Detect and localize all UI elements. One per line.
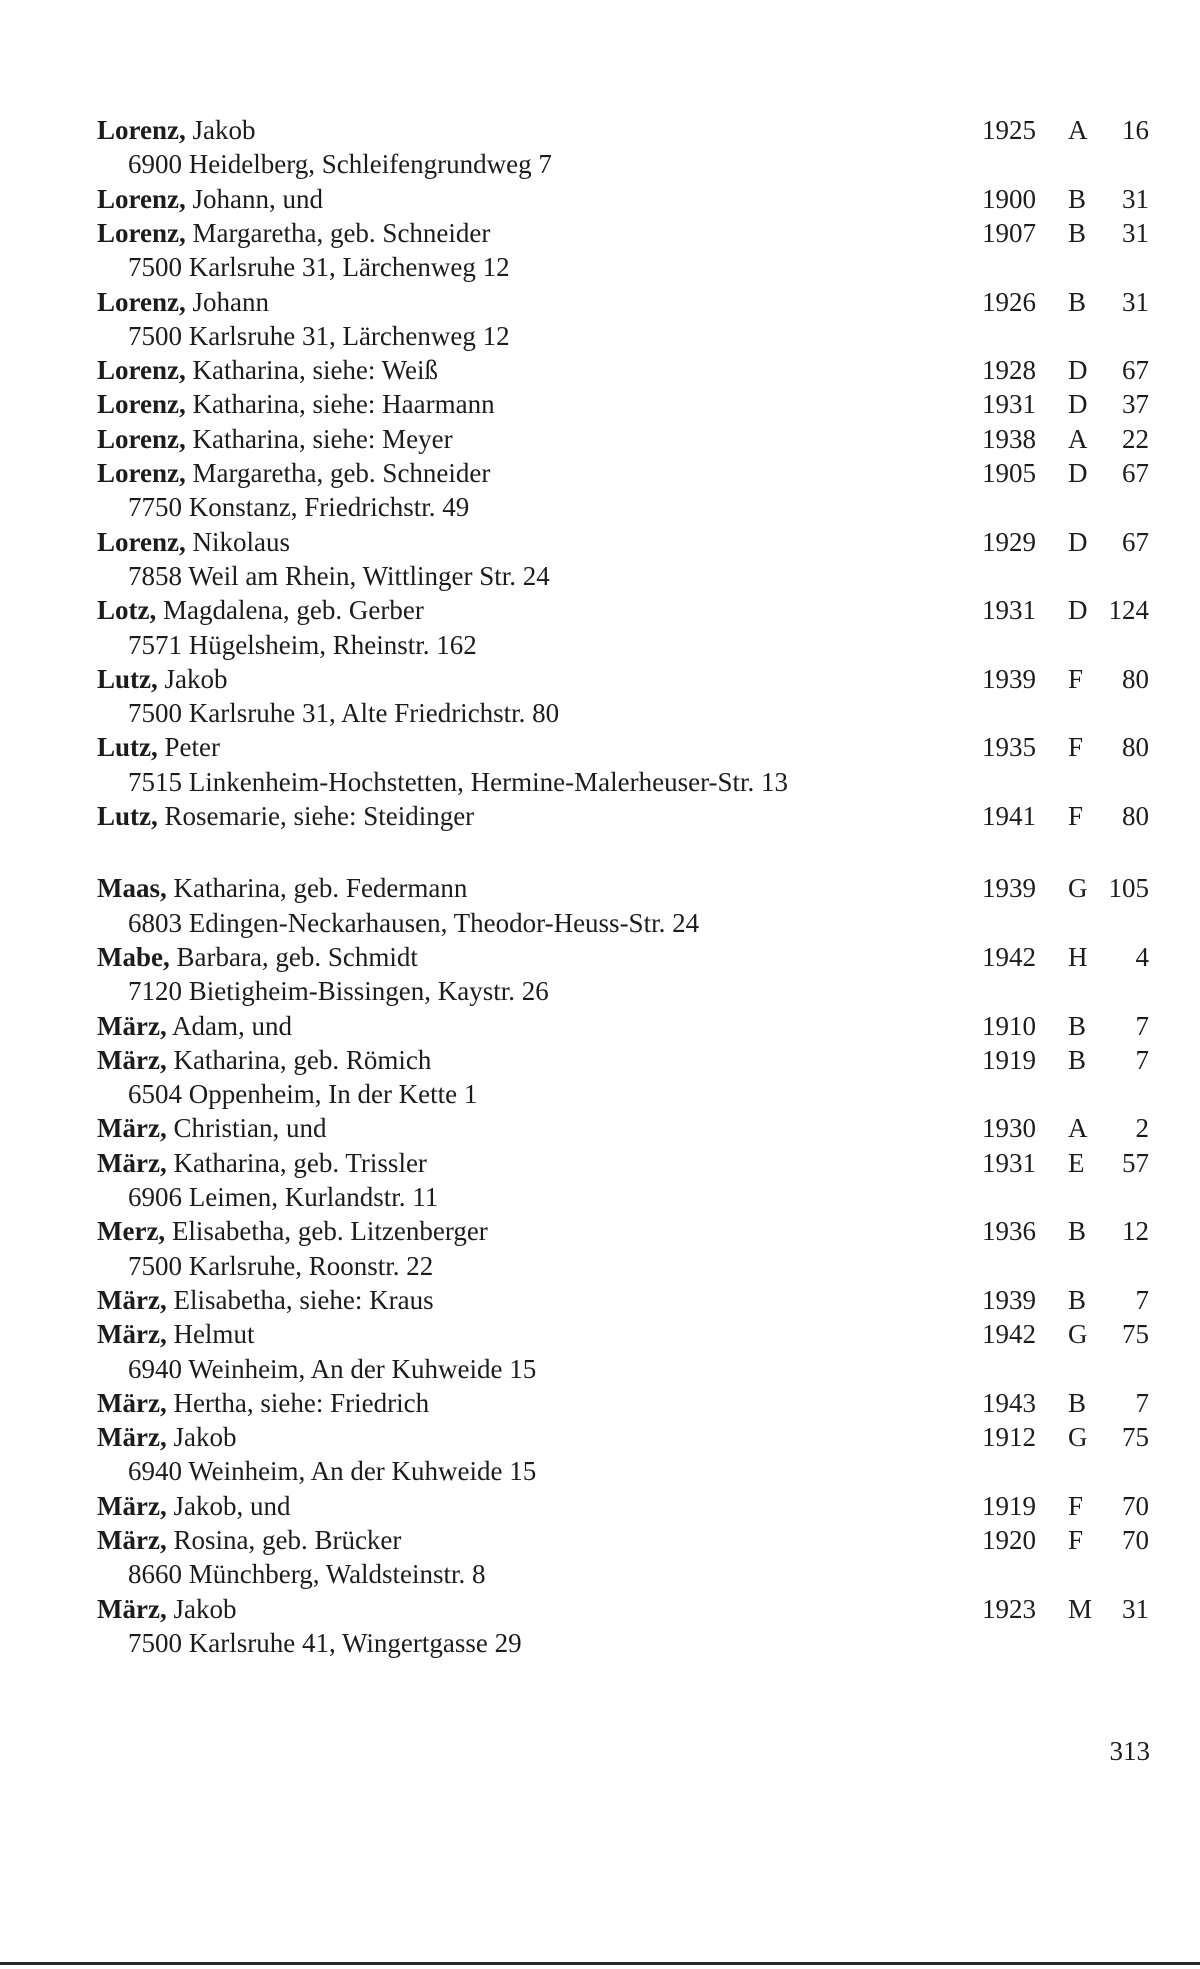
entry-number: 75 — [1122, 1422, 1149, 1453]
entry-number: 2 — [1135, 1113, 1149, 1144]
entry-address: 6940 Weinheim, An der Kuhweide 15 — [128, 1353, 537, 1384]
entry-name — [97, 353, 438, 387]
entry-year: 1936 — [982, 1216, 1036, 1247]
address-line — [0, 559, 1200, 593]
entry-line — [0, 730, 1200, 764]
entry-surname: Lutz, — [97, 732, 158, 763]
entry-address: 7500 Karlsruhe, Roonstr. 22 — [128, 1250, 434, 1281]
entry-section: B — [1068, 1010, 1087, 1041]
entry-number: 57 — [1122, 1147, 1149, 1178]
entry-name — [97, 1592, 236, 1626]
entry-section: D — [1068, 458, 1088, 488]
entry-name — [97, 113, 256, 147]
entry-line — [0, 1214, 1200, 1248]
entry-line — [0, 422, 1200, 456]
entry-section: F — [1068, 663, 1084, 694]
entry-line — [0, 1420, 1200, 1454]
entry-line — [0, 593, 1200, 627]
entry-line — [0, 1043, 1200, 1077]
entry-address: 6504 Oppenheim, In der Kette 1 — [128, 1079, 478, 1110]
entry-line — [0, 113, 1200, 147]
entry-year: 1930 — [982, 1113, 1036, 1144]
entry-given-name: Nikolaus — [185, 526, 290, 557]
entry-line — [0, 1489, 1200, 1523]
entry-address: 7500 Karlsruhe 31, Lärchenweg 12 — [128, 252, 510, 283]
entry-year: 1905 — [982, 458, 1036, 488]
entry-section: F — [1068, 732, 1084, 763]
address-line — [0, 1557, 1200, 1591]
entry-surname: Lorenz, — [97, 458, 186, 488]
entry-number: 31 — [1122, 286, 1149, 317]
entry-surname: Lorenz, — [97, 115, 186, 145]
entry-name — [97, 593, 424, 627]
entry-line — [0, 1523, 1200, 1557]
entry-name — [97, 1489, 290, 1523]
entry-number: 31 — [1122, 183, 1149, 214]
entry-name — [97, 662, 228, 696]
entry-line — [0, 216, 1200, 250]
entry-year: 1931 — [982, 595, 1036, 626]
entry-section: D — [1068, 595, 1088, 626]
entry-section: A — [1068, 1113, 1088, 1144]
entry-year: 1939 — [982, 873, 1036, 904]
entry-name — [97, 422, 453, 456]
entry-surname: März, — [97, 1284, 167, 1315]
entry-line — [0, 799, 1200, 833]
entry-surname: Lorenz, — [97, 526, 186, 557]
entry-surname: Lutz, — [97, 801, 158, 831]
entry-surname: Lutz, — [97, 663, 158, 694]
entry-line — [0, 1009, 1200, 1043]
entry-number: 37 — [1122, 389, 1149, 420]
entry-name — [97, 730, 220, 764]
entry-address: 6906 Leimen, Kurlandstr. 11 — [128, 1182, 439, 1212]
address-line — [0, 1077, 1200, 1111]
entry-given-name: Magdalena, geb. Gerber — [156, 595, 424, 626]
entry-section: B — [1068, 1387, 1087, 1418]
entry-given-name: Johann, und — [185, 183, 323, 214]
entry-given-name: Helmut — [166, 1319, 255, 1350]
entry-surname: März, — [97, 1593, 167, 1624]
entry-year: 1912 — [982, 1422, 1036, 1453]
address-line — [0, 490, 1200, 524]
entry-given-name: Katharina, siehe: Weiß — [185, 355, 438, 386]
entry-year: 1920 — [982, 1525, 1036, 1555]
entry-section: F — [1068, 1490, 1084, 1521]
entry-line — [0, 1386, 1200, 1420]
entry-name — [97, 1386, 429, 1420]
entry-given-name: Katharina, geb. Trissler — [166, 1147, 427, 1178]
entry-name — [97, 799, 474, 833]
address-line — [0, 319, 1200, 353]
entry-given-name: Rosina, geb. Brücker — [166, 1525, 402, 1555]
entry-given-name: Katharina, siehe: Haarmann — [185, 389, 495, 420]
entry-surname: Lorenz, — [97, 286, 186, 317]
entry-section: H — [1068, 941, 1088, 972]
entry-address: 7120 Bietigheim-Bissingen, Kaystr. 26 — [128, 976, 549, 1007]
entry-line — [0, 1283, 1200, 1317]
entry-given-name: Jakob — [185, 115, 256, 145]
entry-name — [97, 1146, 427, 1180]
entry-surname: März, — [97, 1147, 167, 1178]
entry-number: 31 — [1122, 1593, 1149, 1624]
entry-number: 75 — [1122, 1319, 1149, 1350]
entry-surname: März, — [97, 1113, 167, 1144]
entry-given-name: Katharina, geb. Federmann — [166, 873, 468, 904]
entry-name — [97, 525, 290, 559]
entry-number: 67 — [1122, 526, 1149, 557]
entry-number: 7 — [1135, 1387, 1149, 1418]
entry-given-name: Adam, und — [166, 1010, 292, 1041]
address-line — [0, 628, 1200, 662]
entry-year: 1931 — [982, 1147, 1036, 1178]
entry-section: F — [1068, 801, 1084, 831]
entry-surname: Lorenz, — [97, 355, 186, 386]
entry-address: 6940 Weinheim, An der Kuhweide 15 — [128, 1456, 537, 1487]
entry-year: 1942 — [982, 941, 1036, 972]
entry-number: 67 — [1122, 355, 1149, 386]
page-number: 313 — [1109, 1736, 1150, 1766]
entry-year: 1919 — [982, 1044, 1036, 1075]
entry-name — [97, 1283, 434, 1317]
entry-section: G — [1068, 1319, 1088, 1350]
entry-section: B — [1068, 1044, 1087, 1075]
entry-number: 80 — [1122, 663, 1149, 694]
entry-line — [0, 1146, 1200, 1180]
entry-given-name: Jakob — [166, 1593, 237, 1624]
entry-surname: Mabe, — [97, 941, 170, 972]
entry-name — [97, 216, 490, 250]
entry-line — [0, 662, 1200, 696]
address-line — [0, 1352, 1200, 1386]
entry-given-name: Christian, und — [166, 1113, 327, 1144]
entry-number: 67 — [1122, 458, 1149, 488]
address-line — [0, 974, 1200, 1008]
entry-number: 7 — [1135, 1284, 1149, 1315]
entry-address: 6803 Edingen-Neckarhausen, Theodor-Heuss-Str. 24 — [128, 907, 700, 938]
entry-section: B — [1068, 183, 1087, 214]
entry-surname: Maas, — [97, 873, 167, 904]
entry-given-name: Margaretha, geb. Schneider — [185, 217, 491, 248]
entry-number: 4 — [1135, 941, 1149, 972]
entry-year: 1943 — [982, 1387, 1036, 1418]
entry-address: 7750 Konstanz, Friedrichstr. 49 — [128, 492, 470, 523]
address-line — [0, 1249, 1200, 1283]
entry-given-name: Katharina, siehe: Meyer — [185, 423, 453, 454]
entry-line — [0, 353, 1200, 387]
entry-section: B — [1068, 217, 1087, 248]
entry-name — [97, 1317, 254, 1351]
address-line — [0, 696, 1200, 730]
entry-name — [97, 1009, 292, 1043]
entry-line — [0, 940, 1200, 974]
entry-number: 7 — [1135, 1044, 1149, 1075]
entry-surname: Lorenz, — [97, 217, 186, 248]
entry-given-name: Rosemarie, siehe: Steidinger — [157, 801, 475, 831]
entry-name — [97, 1214, 488, 1248]
entry-year: 1910 — [982, 1010, 1036, 1041]
entry-line — [0, 285, 1200, 319]
entry-year: 1900 — [982, 183, 1036, 214]
entry-number: 80 — [1122, 732, 1149, 763]
entry-surname: Lorenz, — [97, 389, 186, 420]
entry-number: 7 — [1135, 1010, 1149, 1041]
entry-number: 70 — [1122, 1490, 1149, 1521]
entry-name — [97, 1111, 326, 1145]
entry-address: 7500 Karlsruhe 31, Lärchenweg 12 — [128, 320, 510, 351]
entry-given-name: Johann — [185, 286, 269, 317]
entry-section: G — [1068, 1422, 1088, 1453]
entry-address: 7571 Hügelsheim, Rheinstr. 162 — [128, 629, 477, 660]
entry-year: 1935 — [982, 732, 1036, 763]
entry-section: M — [1068, 1593, 1093, 1624]
entry-given-name: Barbara, geb. Schmidt — [169, 941, 418, 972]
entry-number: 105 — [1108, 873, 1149, 904]
entry-section: B — [1068, 286, 1087, 317]
entry-surname: Lorenz, — [97, 183, 186, 214]
entry-name — [97, 285, 269, 319]
entry-number: 16 — [1122, 115, 1149, 145]
entry-year: 1907 — [982, 217, 1036, 248]
entry-surname: März, — [97, 1525, 167, 1555]
entry-number: 124 — [1108, 595, 1149, 626]
entry-given-name: Elisabetha, siehe: Kraus — [166, 1284, 434, 1315]
entry-year: 1926 — [982, 286, 1036, 317]
entry-section: D — [1068, 355, 1088, 386]
entry-address: 7500 Karlsruhe 31, Alte Friedrichstr. 80 — [128, 698, 560, 729]
entry-surname: Lorenz, — [97, 423, 186, 454]
address-line — [0, 250, 1200, 284]
address-line — [0, 906, 1200, 940]
entry-number: 12 — [1122, 1216, 1149, 1247]
entry-surname: März, — [97, 1044, 167, 1075]
entry-number: 22 — [1122, 423, 1149, 454]
entry-given-name: Jakob — [157, 663, 228, 694]
address-line — [0, 147, 1200, 181]
entry-section: F — [1068, 1525, 1084, 1555]
entry-number: 31 — [1122, 217, 1149, 248]
entry-name — [97, 1523, 401, 1557]
entry-section: D — [1068, 389, 1088, 420]
entry-name — [97, 1043, 431, 1077]
entry-section: G — [1068, 873, 1088, 904]
address-line — [0, 765, 1200, 799]
entry-given-name: Peter — [157, 732, 220, 763]
entry-name — [97, 456, 490, 490]
address-line — [0, 1180, 1200, 1214]
entry-line — [0, 871, 1200, 905]
entry-year: 1931 — [982, 389, 1036, 420]
entry-year: 1928 — [982, 355, 1036, 386]
entry-given-name: Jakob, und — [166, 1490, 291, 1521]
entry-address: 6900 Heidelberg, Schleifengrundweg 7 — [128, 149, 552, 180]
entry-name — [97, 940, 418, 974]
entry-section: A — [1068, 423, 1088, 454]
entry-name — [97, 871, 467, 905]
entry-number: 70 — [1122, 1525, 1149, 1555]
entry-year: 1938 — [982, 423, 1036, 454]
entry-section: B — [1068, 1216, 1087, 1247]
entry-year: 1939 — [982, 1284, 1036, 1315]
address-line — [0, 1454, 1200, 1488]
entry-surname: März, — [97, 1319, 167, 1350]
address-line — [0, 1626, 1200, 1660]
entry-name — [97, 182, 323, 216]
entry-name — [97, 1420, 236, 1454]
entry-section: B — [1068, 1284, 1087, 1315]
entry-given-name: Katharina, geb. Römich — [166, 1044, 432, 1075]
scan-edge-line — [0, 1962, 1200, 1965]
entry-line — [0, 1111, 1200, 1145]
entry-line — [0, 387, 1200, 421]
entry-address: 7500 Karlsruhe 41, Wingertgasse 29 — [128, 1627, 522, 1658]
entry-name — [97, 387, 495, 421]
entry-line — [0, 182, 1200, 216]
entry-given-name: Elisabetha, geb. Litzenberger — [165, 1216, 488, 1247]
entry-year: 1929 — [982, 526, 1036, 557]
entry-line — [0, 1317, 1200, 1351]
entry-surname: März, — [97, 1387, 167, 1418]
entry-line — [0, 525, 1200, 559]
entry-section: E — [1068, 1147, 1085, 1178]
entry-year: 1939 — [982, 663, 1036, 694]
entry-year: 1941 — [982, 801, 1036, 831]
entry-year: 1919 — [982, 1490, 1036, 1521]
entry-section: A — [1068, 115, 1088, 145]
entry-surname: Lotz, — [97, 595, 157, 626]
entry-line — [0, 1592, 1200, 1626]
entry-surname: März, — [97, 1490, 167, 1521]
entry-given-name: Hertha, siehe: Friedrich — [166, 1387, 430, 1418]
entry-given-name: Margaretha, geb. Schneider — [185, 458, 491, 488]
entry-number: 80 — [1122, 801, 1149, 831]
entry-line — [0, 456, 1200, 490]
entry-year: 1923 — [982, 1593, 1036, 1624]
entry-year: 1942 — [982, 1319, 1036, 1350]
entry-address: 8660 Münchberg, Waldsteinstr. 8 — [128, 1559, 486, 1590]
entry-surname: Merz, — [97, 1216, 166, 1247]
entry-year: 1925 — [982, 115, 1036, 145]
entry-surname: März, — [97, 1422, 167, 1453]
entry-address: 7515 Linkenheim-Hochstetten, Hermine-Malerheuser-Str. 13 — [128, 766, 789, 797]
entry-section: D — [1068, 526, 1088, 557]
entry-address: 7858 Weil am Rhein, Wittlinger Str. 24 — [128, 560, 550, 591]
entry-given-name: Jakob — [166, 1422, 237, 1453]
entry-surname: März, — [97, 1010, 167, 1041]
